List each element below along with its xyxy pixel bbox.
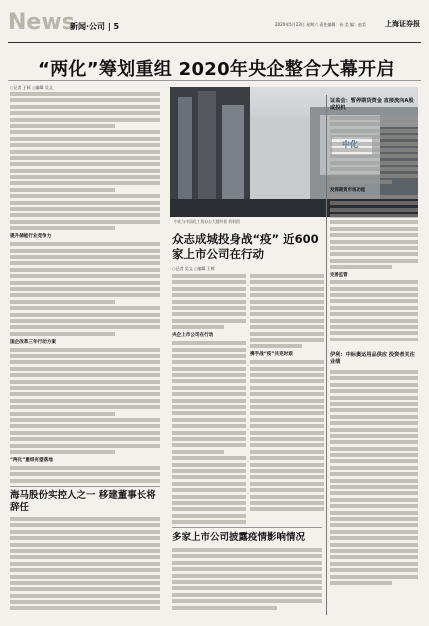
anti-epidemic-byline: ○记者 吴文 ○编辑 王辉 [172,266,215,271]
lead-headline: “两化”筹划重组 2020年央企整合大幕开启 [38,59,395,80]
anti-epidemic-col-2 [250,274,324,524]
column-rule [326,95,327,615]
anti-epidemic-subhead-2: 携手战“疫”共克时艰 [250,352,293,358]
haima-body [10,517,160,617]
sidebar-headline: 证监会：暂停期货资金 直接流向A股或投机 [330,98,414,111]
anti-epidemic-subhead-1: 央企上市公司在行动 [172,333,214,339]
sidebar-subhead-1: 发挥期货市场功能 [330,187,366,193]
issue-meta: 2020年5月23日 星期六 责任编辑：孙 美 编：赵美 [275,22,366,27]
newspaper-name: 上海证券报 [385,19,420,28]
right-bottom-body [330,370,418,618]
headline-rule [8,80,421,81]
section-name: 新闻·公司 | 5 [70,22,120,31]
disclosure-rule [172,527,322,528]
lead-subhead-2: 国企改革三年行动方案 [10,339,56,345]
lead-article-body [10,92,160,484]
masthead [0,0,429,44]
section-logo: News [8,10,75,35]
photo-caption: 中化与中国化工的办公大楼外景 资料图 [174,219,240,224]
right-bottom-headline: 伊利：中标奥运用品供应 投资者关注业绩 [330,352,415,365]
anti-epidemic-headline: 众志成城投身战“疫” 近600家上市公司在行动 [172,232,319,261]
disclosure-body [172,548,322,620]
haima-rule [10,486,160,487]
header-rule [8,42,421,43]
lead-subhead-3: “两化”重组有望落地 [10,457,53,463]
disclosure-headline: 多家上市公司披露疫情影响情况 [172,532,306,543]
sidebar-subhead-2: 完善监管 [330,273,348,279]
sidebar-body [330,116,418,341]
lead-byline: ○记者 王辉 ○编辑 吴文 [10,85,53,90]
lead-subhead-1: 提升储能行业竞争力 [10,234,52,240]
haima-headline: 海马股份实控人之一 移建董事长将辞任 [10,490,156,513]
anti-epidemic-col-1 [172,274,246,524]
